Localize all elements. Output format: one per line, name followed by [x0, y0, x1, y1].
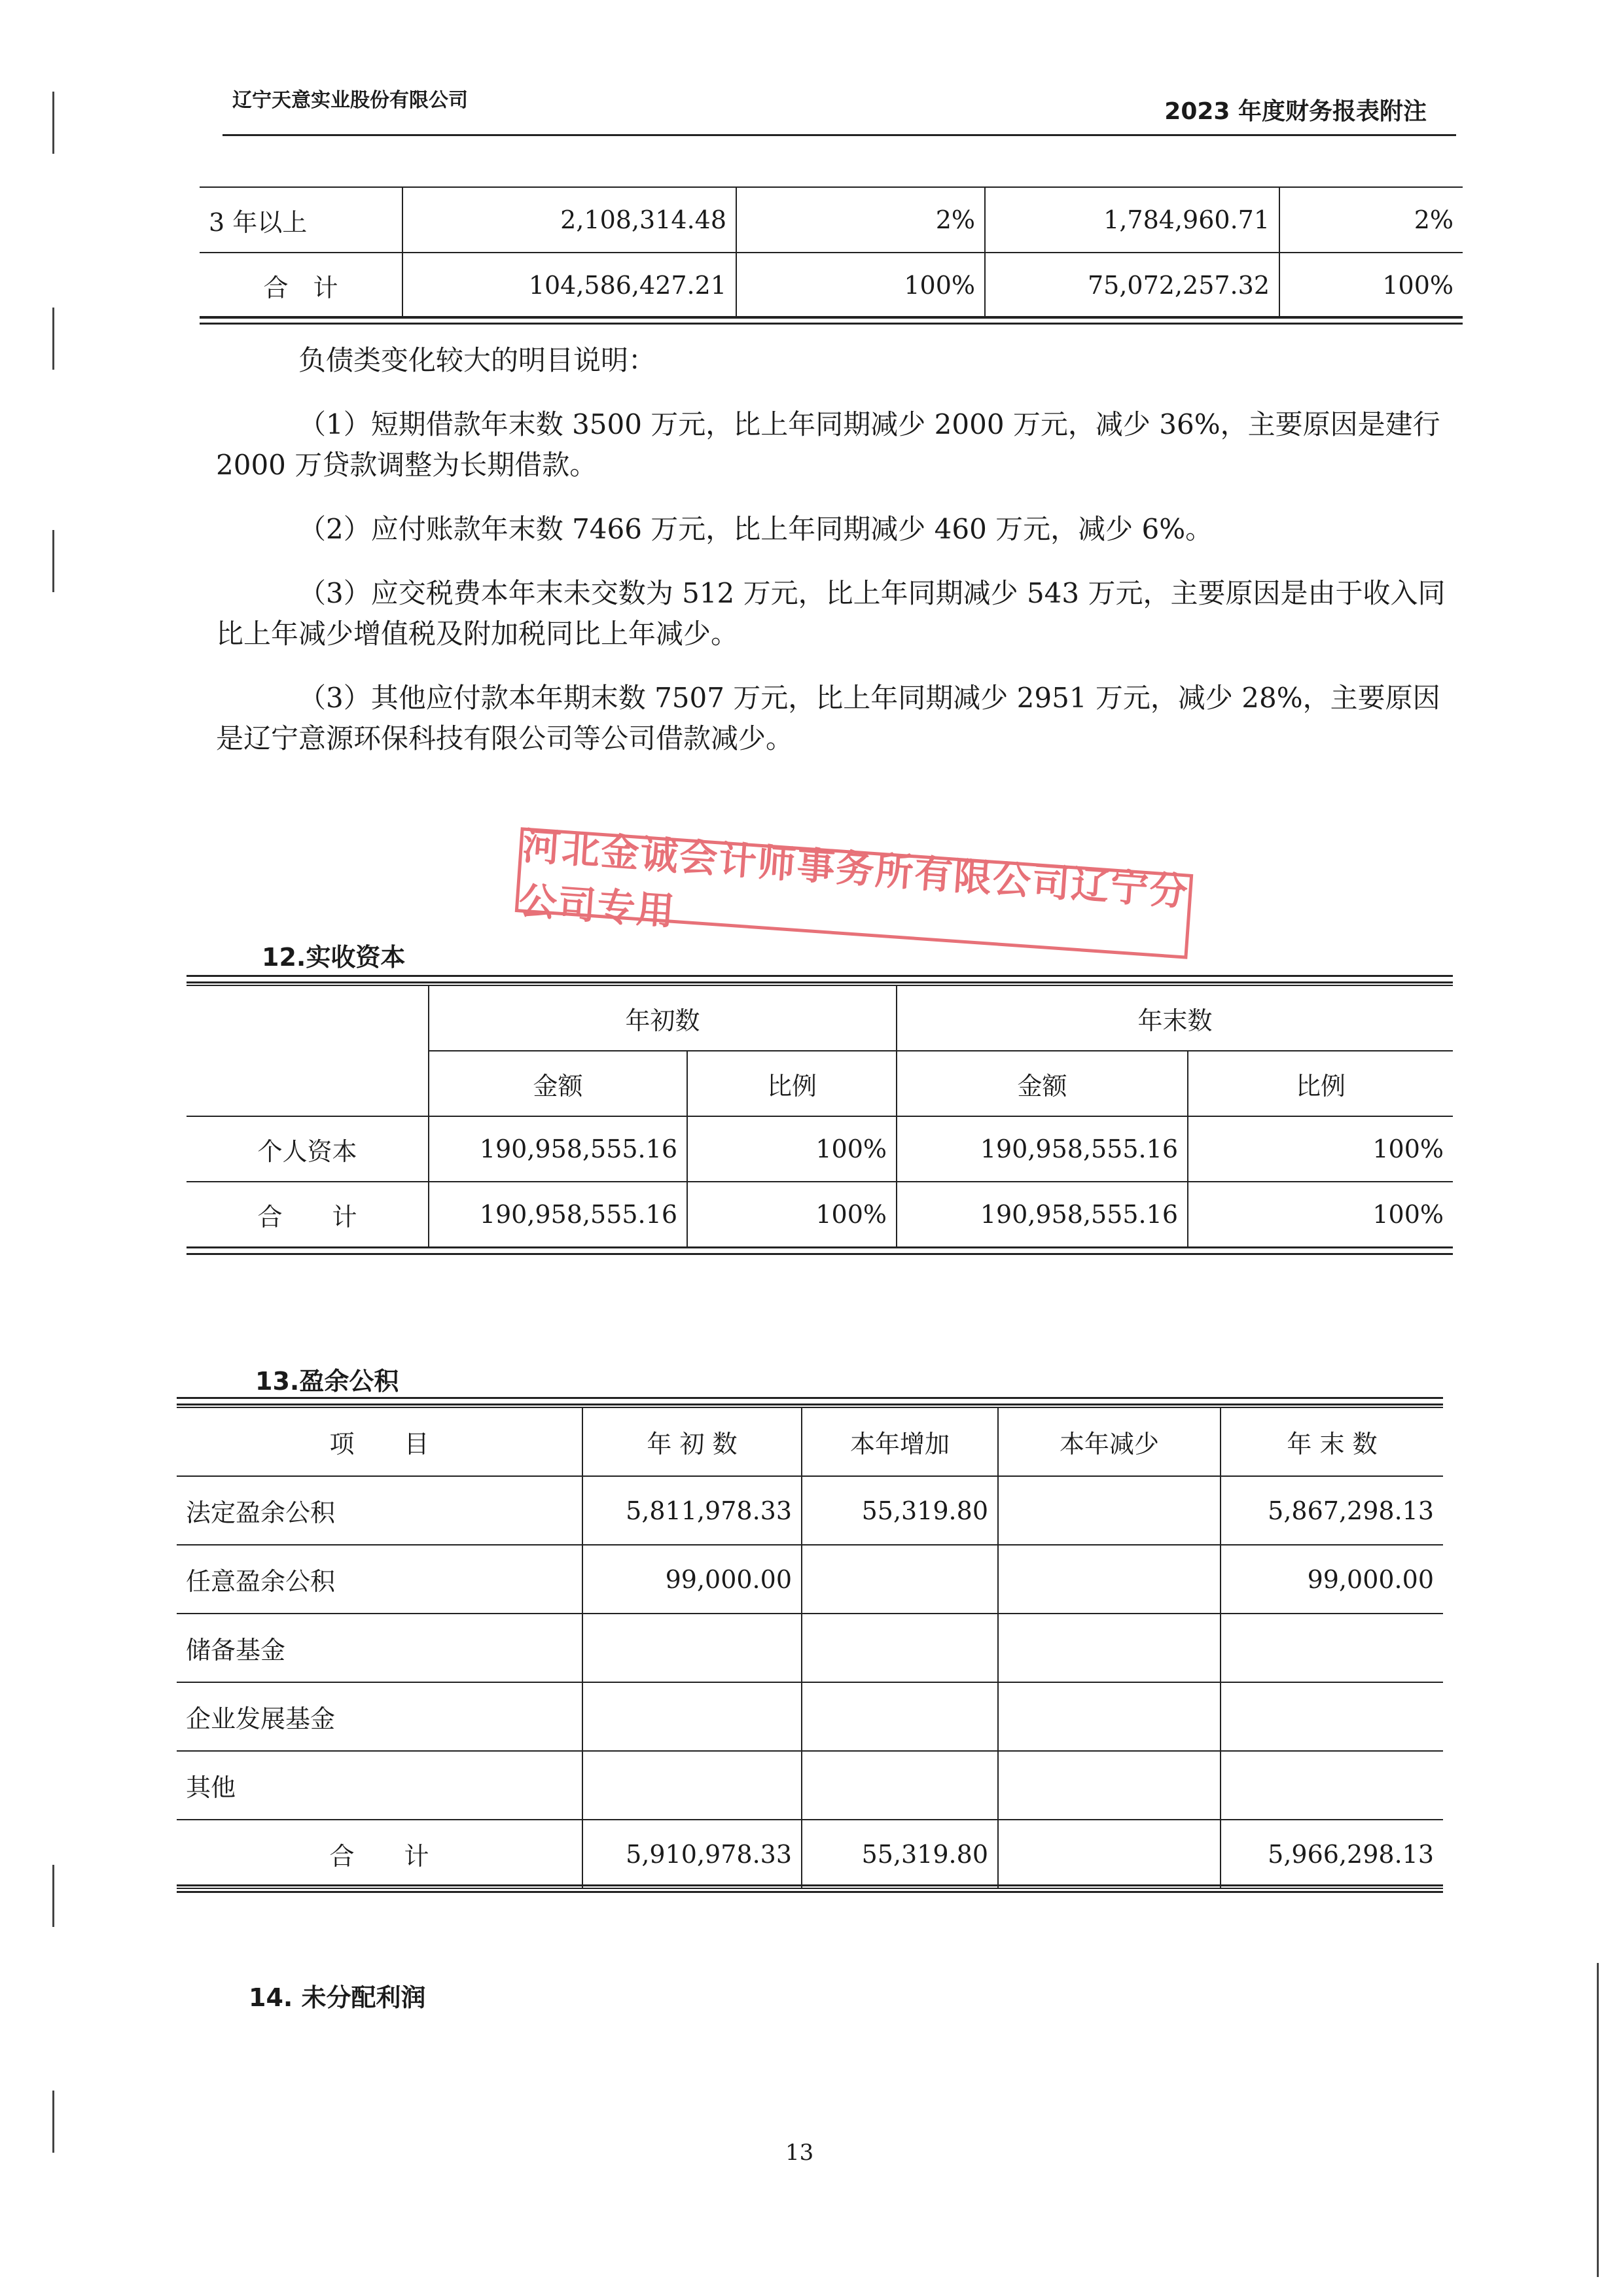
- margin-mark: [52, 92, 54, 154]
- table-row: [187, 1116, 1453, 1182]
- reserve-begin: 99,000.00: [582, 1545, 802, 1614]
- margin-mark: [52, 1865, 54, 1927]
- section-title-paid-in-capital: 12.实收资本: [262, 943, 406, 972]
- reserve-decrease: [998, 1476, 1221, 1545]
- table-double-rule: [187, 1253, 1453, 1255]
- reserve-begin: [582, 1751, 802, 1820]
- note-item: （3）应交税费本年末未交数为 512 万元，比上年同期减少 543 万元，主要原因是由于收入同比上年减少增值税及附加税同比上年减少。: [216, 577, 1446, 650]
- reserve-item: 企业发展基金: [177, 1682, 582, 1751]
- aging-amount1: 2,108,314.48: [402, 187, 736, 253]
- reserve-end: [1221, 1751, 1443, 1820]
- reserve-item: 任意盈余公积: [177, 1545, 582, 1614]
- note-item: （2）应付账款年末数 7466 万元，比上年同期减少 460 万元，减少 6%。: [298, 513, 1213, 545]
- reserve-decrease: [998, 1614, 1221, 1682]
- table-double-rule: [187, 981, 1453, 983]
- col-amount-header: 金额: [897, 1051, 1188, 1116]
- reserve-increase: [802, 1682, 998, 1751]
- margin-mark: [52, 530, 54, 592]
- col-amount-header: 金额: [429, 1051, 687, 1116]
- table-row: [177, 1682, 1443, 1751]
- table-row: [177, 1820, 1443, 1888]
- table-double-rule: [177, 1404, 1443, 1405]
- table-double-rule: [187, 1246, 1453, 1248]
- reserve-item: 合 计: [177, 1820, 582, 1888]
- aging-pct2: 2%: [1279, 187, 1463, 253]
- reserve-end: 5,867,298.13: [1221, 1476, 1443, 1545]
- row-label: 个人资本: [187, 1116, 429, 1182]
- header-begin: 年 初 数: [582, 1407, 802, 1476]
- notes-intro: 负债类变化较大的明目说明：: [298, 344, 656, 376]
- empty-header-cell: [187, 985, 429, 1116]
- table-row: [200, 187, 1463, 253]
- surplus-reserve-table: [177, 1407, 1443, 1889]
- table-double-rule: [200, 316, 1463, 318]
- table-row: [177, 1476, 1443, 1545]
- reserve-decrease: [998, 1545, 1221, 1614]
- reserve-item: 其他: [177, 1751, 582, 1820]
- section-title-undistributed-profit: 14. 未分配利润: [249, 1983, 426, 2012]
- header-increase: 本年增加: [802, 1407, 998, 1476]
- reserve-increase: [802, 1614, 998, 1682]
- table-row: [177, 1545, 1443, 1614]
- reserve-item: 法定盈余公积: [177, 1476, 582, 1545]
- note-item: （3）其他应付款本年期末数 7507 万元，比上年同期减少 2951 万元，减少 28%，主要原因是辽宁意源环保科技有限公司等公司借款减少。: [216, 682, 1440, 754]
- table-double-rule: [177, 1397, 1443, 1399]
- paid-in-capital-table: [187, 985, 1453, 1248]
- aging-pct1: 100%: [736, 253, 985, 318]
- reserve-end: 99,000.00: [1221, 1545, 1443, 1614]
- table-row: [200, 253, 1463, 318]
- reserve-increase: [802, 1545, 998, 1614]
- aging-amount2: 75,072,257.32: [985, 253, 1279, 318]
- aging-label: 合 计: [200, 253, 402, 318]
- table-row: [177, 1614, 1443, 1682]
- reserve-begin: [582, 1614, 802, 1682]
- aging-amount1: 104,586,427.21: [402, 253, 736, 318]
- margin-mark: [52, 308, 54, 370]
- reserve-end: [1221, 1614, 1443, 1682]
- reserve-increase: 55,319.80: [802, 1476, 998, 1545]
- table-double-rule: [177, 1891, 1443, 1893]
- header-item: 项 目: [177, 1407, 582, 1476]
- table-header-row: [177, 1407, 1443, 1476]
- table-row: [187, 1182, 1453, 1247]
- end-ratio: 100%: [1188, 1116, 1453, 1182]
- aging-amount2: 1,784,960.71: [985, 187, 1279, 253]
- begin-amount: 190,958,555.16: [429, 1116, 687, 1182]
- aging-pct2: 100%: [1279, 253, 1463, 318]
- group-begin-header: 年初数: [429, 985, 897, 1051]
- begin-ratio: 100%: [687, 1116, 897, 1182]
- header-end: 年 末 数: [1221, 1407, 1443, 1476]
- note-item: （1）短期借款年末数 3500 万元，比上年同期减少 2000 万元，减少 36%，主要原因是建行 2000 万贷款调整为长期借款。: [216, 408, 1440, 481]
- table-header-row: [187, 985, 1453, 1051]
- reserve-item: 储备基金: [177, 1614, 582, 1682]
- reserve-begin: [582, 1682, 802, 1751]
- table-double-rule: [187, 975, 1453, 977]
- reserve-end: [1221, 1682, 1443, 1751]
- table-double-rule: [177, 1884, 1443, 1886]
- reserve-begin: 5,811,978.33: [582, 1476, 802, 1545]
- begin-amount: 190,958,555.16: [429, 1182, 687, 1247]
- margin-mark: [52, 2091, 54, 2153]
- table-double-rule: [200, 323, 1463, 325]
- col-ratio-header: 比例: [1188, 1051, 1453, 1116]
- group-end-header: 年末数: [897, 985, 1453, 1051]
- begin-ratio: 100%: [687, 1182, 897, 1247]
- page-number: 13: [785, 2140, 814, 2166]
- reserve-begin: 5,910,978.33: [582, 1820, 802, 1888]
- aging-pct1: 2%: [736, 187, 985, 253]
- header-rule: [223, 134, 1456, 136]
- row-label: 合 计: [187, 1182, 429, 1247]
- report-title: 2023 年度财务报表附注: [1164, 98, 1427, 125]
- margin-mark: [1597, 1963, 1599, 2277]
- end-amount: 190,958,555.16: [897, 1182, 1188, 1247]
- end-ratio: 100%: [1188, 1182, 1453, 1247]
- aging-table: [200, 186, 1463, 319]
- liability-notes: [216, 340, 1459, 759]
- section-title-surplus-reserve: 13.盈余公积: [255, 1367, 399, 1396]
- auditor-stamp: 河北金诚会计师事务所有限公司辽宁分公司专用: [515, 827, 1194, 959]
- reserve-end: 5,966,298.13: [1221, 1820, 1443, 1888]
- aging-label: 3 年以上: [200, 187, 402, 253]
- reserve-decrease: [998, 1820, 1221, 1888]
- company-name: 辽宁天意实业股份有限公司: [232, 89, 468, 112]
- reserve-decrease: [998, 1751, 1221, 1820]
- col-ratio-header: 比例: [687, 1051, 897, 1116]
- end-amount: 190,958,555.16: [897, 1116, 1188, 1182]
- reserve-decrease: [998, 1682, 1221, 1751]
- reserve-increase: [802, 1751, 998, 1820]
- table-row: [177, 1751, 1443, 1820]
- reserve-increase: 55,319.80: [802, 1820, 998, 1888]
- header-decrease: 本年减少: [998, 1407, 1221, 1476]
